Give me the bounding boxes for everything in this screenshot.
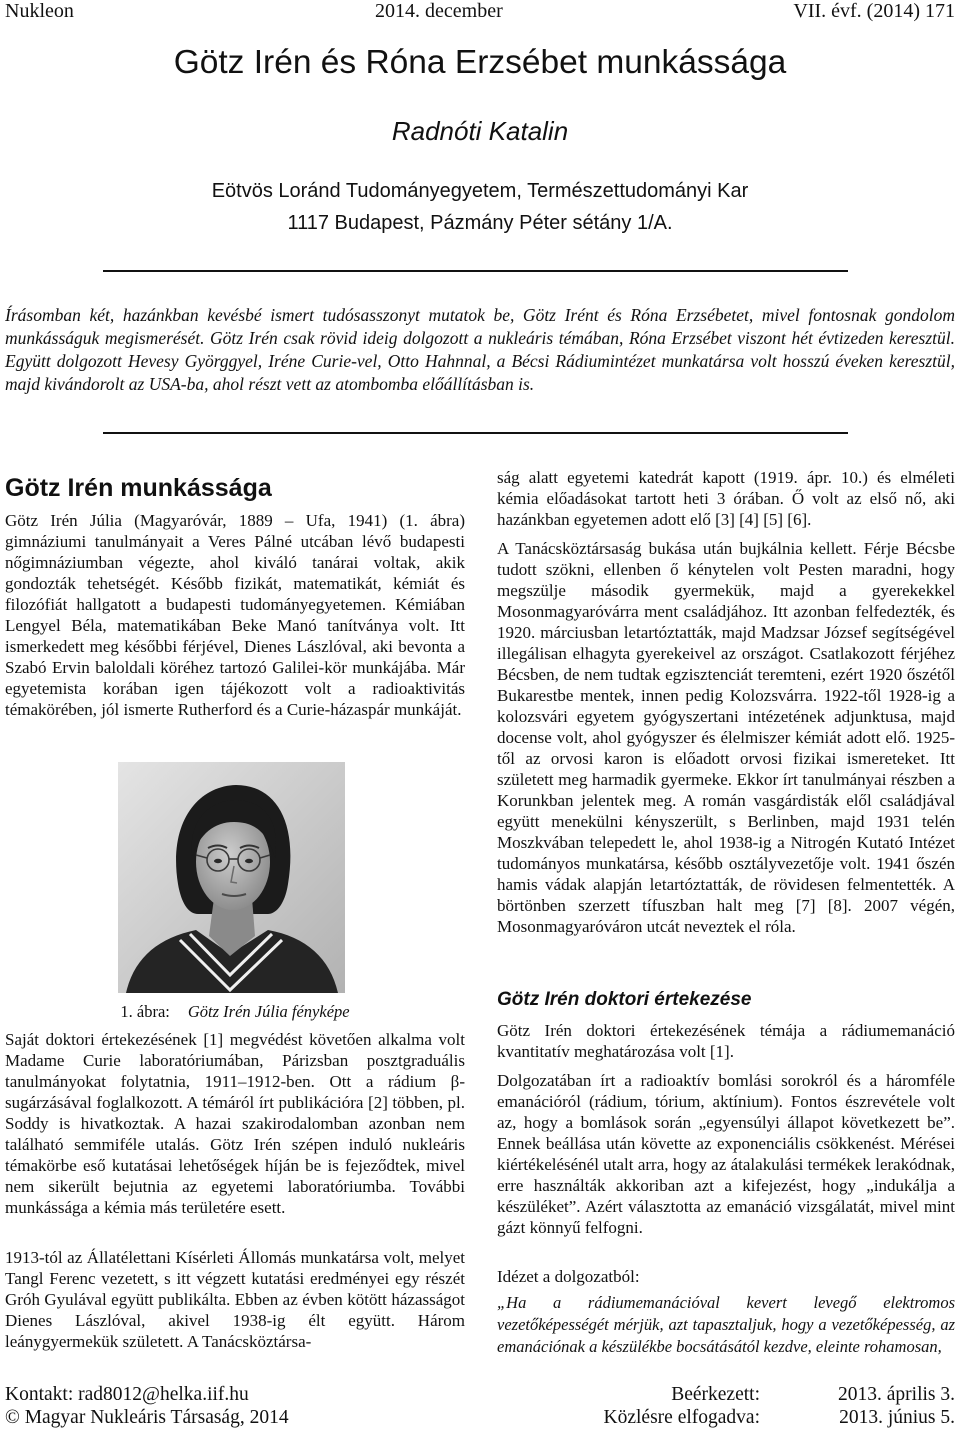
article-title: Götz Irén és Róna Erzsébet munkássága <box>173 44 787 81</box>
header-issue-date: 2014. december <box>375 0 503 22</box>
received-date: 2013. április 3. <box>838 1384 955 1405</box>
figure-caption: Götz Irén Júlia fényképe <box>187 1002 350 1021</box>
footer-row-accepted <box>0 1407 960 1429</box>
accepted-label: Közlésre elfogadva: <box>603 1407 760 1428</box>
footer-row-received <box>0 1384 960 1406</box>
affiliation-address: 1117 Budapest, Pázmány Péter sétány 1/A. <box>287 212 673 234</box>
abstract: Írásomban két, hazánkban kevésbé ismert tudósasszonyt mutatok be, Götz Irént és Róna Erzsébetet, mivel fontosnak gondolom munkásságuk megismerését. Götz Irén csak rövid ideig dolgozott a nukleáris témában, Róna Erzsébet viszont hét évtizeden keresztül. Együtt dolgozott Hevesy Györggyel, Iréne Curie-vel, Otto Hahnnal, a Bécsi Rádiumintézet munkatársa volt hosszú éveken keresztül, majd kivándorolt az USA-ba, ahol részt vett az atombomba előállításban is. <box>5 305 955 394</box>
figure-caption-line <box>5 1001 465 1023</box>
paragraph: A Tanácsköztársaság bukása után bujkálnia kellett. Férje Bécsbe tudott szökni, ellenben ő kénytelen volt Pesten maradni, hogy megszülje második gyermekük, majd a gyerekekkel Mosonmagyaróvárra ment családjához. Itt azonban felfedezték, és 1920. márciusban letartóztatták, majd Madzsar József segítségével illegálisan elhagyta gyerekeivel az országot. Csatlakozott férjéhez Bécsben, de nem tudtak egzisztenciát teremteni, ezért 1920 őszétől Bukarestbe mentek, innen pedig Kolozsvárra. 1922-től 1928-ig a kolozsvári egyetem gyógyszertani intézetének adjunktusa, majd docense volt, ahol gyógyszer és élelmiszer kémiát adott elő. 1925-től az orvosi karon is előadott orvosi fizikai ismereteket. Itt született meg harmadik gyermeke. Ekkor írt tanulmányai részben a Korunkban jelentek meg. A román vasgárdisták elől családjával együtt menekülni kényszerült, s Berlinben, majd 1931 telén Moszkvában telepedett le, ahol 1938-ig a Nitrogén Kutató Intézet tudományos munkatársa, később osztályvezetője volt. 1941 őszén hamis vádak alapján letartóztatták, de rövidesen felmentették. A börtönben szerzett tífuszban halt meg [7] [8]. 2007 végén, Mosonmagyaróváron utcát neveztek el róla. <box>497 539 955 936</box>
received-label: Beérkezett: <box>671 1384 760 1405</box>
section-heading-gotz-iren: Götz Irén munkássága <box>5 474 272 502</box>
footer-copyright: © Magyar Nukleáris Társaság, 2014 <box>5 1407 289 1428</box>
paragraph: 1913-tól az Állatélettani Kísérleti Állomás munkatársa volt, melyet Tangl Ferenc vezetett, s itt végzett kutatási eredményei egy részét Gróh Gyulával együtt publikálta. Ebben az évben kötött házasságot Dienes Lászlóval, akivel 1938-ig élt együtt. Három leánygyermekük született. A Tanácsköztársa- <box>5 1248 465 1351</box>
abstract-bottom-rule <box>103 432 848 434</box>
header-journal-name: Nukleon <box>5 0 74 22</box>
eye <box>245 859 253 863</box>
eye <box>214 859 222 863</box>
paragraph: Saját doktori értekezésének [1] megvédést követően alkalma volt Madame Curie laboratóriumában, Párizsban posztgraduális tanulmányokat folytatnia, 1911–1912-ben. Ott a rádium β-sugárzásával foglalkozott. A témáról írt publikációra [2] többen, pl. Soddy is hivatkoztak. A hazai szakirodalomban azonban nem található semmiféle utalás. Götz Irén szépen induló nukleáris témakörbe eső kutatásai lehetőségek híján be is fejeződtek, mivel nem sikerült bejutnia az egyetemi laboratóriumba. További munkássága a kémia más területére esett. <box>5 1030 465 1217</box>
figure-label: 1. ábra: <box>120 1002 170 1021</box>
paragraph: ság alatt egyetemi katedrát kapott (1919. ápr. 10.) és elméleti kémia előadásokat tartott heti 3 órában. Ő volt az első nő, aki hazánkban egyetemen adott elő [3] [4] [5] [6]. <box>497 468 955 529</box>
paragraph: Götz Irén doktori értekezésének témája a rádiumemanáció kvantitatív meghatározása volt [1]. <box>497 1021 955 1061</box>
portrait-photo <box>118 762 345 993</box>
block-quote: „Ha a rádiumemanációval kevert levegő elektromos vezetőképességét mérjük, azt tapasztaljuk, hogy a vezetőképesség, az emanációnak a készülékbe bocsátásától kezdve, eleinte rohamosan, <box>497 1293 955 1356</box>
affiliation-institution: Eötvös Loránd Tudományegyetem, Természettudományi Kar <box>211 180 749 202</box>
paragraph: Götz Irén Júlia (Magyaróvár, 1889 – Ufa, 1941) (1. ábra) gimnáziumi tanulmányait a Veres Pálné utcában lévő budapesti nőgimnáziumban végezte, ahol kiváló tanárai voltak, akik gondozták tehetségét. Később fizikát, matematikát, kémiát és filozófiát hallgatott a budapesti tudományegyetemen. Kémiában Lengyel Béla, matematikában Beke Manó tanítványa volt. Itt ismerkedett meg későbbi férjével, Dienes Lászlóval, aki bevonta a Szabó Ervin baloldali köréhez tartozó Galilei-kör munkájába. Már egyetemista korában igen tájékozott volt a radioaktivitás témakörében, jól ismerte Rutherford és a Curie-házaspár munkáját. <box>5 511 465 719</box>
author-affiliation <box>0 175 960 239</box>
accepted-date: 2013. június 5. <box>839 1407 955 1428</box>
paragraph: Dolgozatában írt a radioaktív bomlási sorokról és a háromféle emanációról (rádium, tórium, aktínium). Fontos észrevétele volt az, hogy a bomlások során „egyensúlyi állapot következett be”. Ennek beállása után követte az exponenciális csökkenést. Mérései kiértékelésénél utalt arra, hogy az átalakulási termékek lerakódnak, erre használták akkoriban azt a kifejezést, hogy „indukálja a készüléket”. Azért választotta az emanáció vizsgálatát, mivel mint gázt könnyű felfogni. <box>497 1071 955 1237</box>
header-volume: VII. évf. (2014) 171 <box>793 0 955 22</box>
subsection-heading-doctoral-thesis: Götz Irén doktori értekezése <box>497 989 752 1010</box>
article-author: Radnóti Katalin <box>391 116 569 146</box>
abstract-top-rule <box>103 270 848 272</box>
footer-contact: Kontakt: rad8012@helka.iif.hu <box>5 1384 249 1405</box>
quote-intro: Idézet a dolgozatból: <box>497 1267 640 1286</box>
